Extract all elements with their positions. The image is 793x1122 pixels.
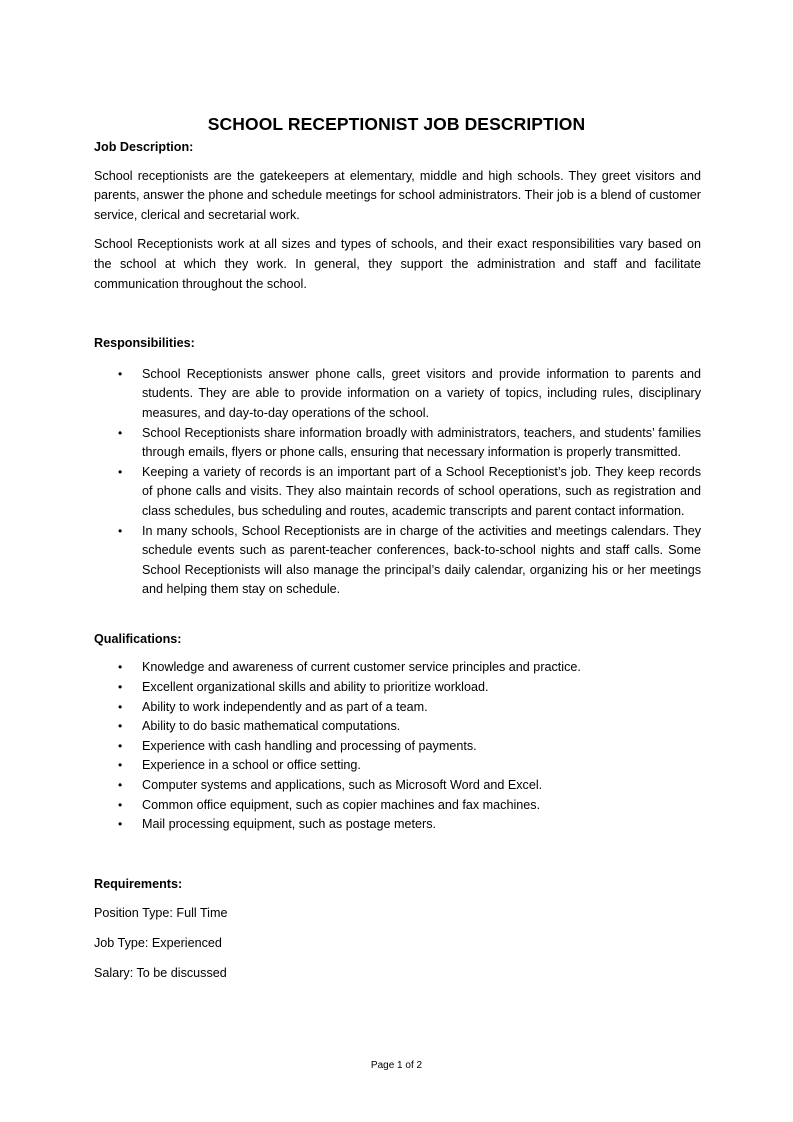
list-item — [94, 658, 701, 678]
bullet-icon: • — [118, 719, 123, 734]
list-item-text: School Receptionists share information broadly with administrators, teachers, and students’ families through emails, flyers or phone calls, ensuring that necessary information is properly transmitted. — [142, 425, 701, 460]
bullet-icon: • — [118, 523, 123, 538]
salary: Salary: To be discussed — [94, 965, 227, 980]
list-item — [94, 463, 701, 522]
responsibilities-heading: Responsibilities: — [94, 336, 195, 351]
document-body — [94, 138, 701, 983]
document-title: SCHOOL RECEPTIONIST JOB DESCRIPTION — [207, 114, 586, 134]
list-item-text: Computer systems and applications, such as Microsoft Word and Excel. — [142, 778, 543, 793]
list-item — [94, 717, 701, 737]
job-type: Job Type: Experienced — [94, 936, 222, 950]
bullet-icon: • — [118, 817, 123, 832]
qualifications-list — [94, 658, 701, 834]
position-type: Position Type: Full Time — [94, 906, 228, 921]
list-item-text: Excellent organizational skills and ability to prioritize workload. — [142, 680, 489, 695]
list-item-text: Experience with cash handling and processing of payments. — [142, 738, 477, 753]
bullet-icon: • — [118, 797, 123, 812]
list-item-text: In many schools, School Receptionists are in charge of the activities and meetings calendars. They schedule events such as parent-teacher conferences, back-to-school nights and staff calls. Some School Receptionists will also manage the principal’s daily calendar, organizing his or her meetings and helping them stay on schedule. — [142, 523, 701, 597]
page-number: Page 1 of 2 — [370, 1060, 423, 1071]
list-item-text: Keeping a variety of records is an important part of a School Receptionist’s job. They keep records of phone calls and visits. They also maintain records of school operations, such as registration and class schedules, bus scheduling and routes, academic transcripts and parent contact information. — [142, 464, 701, 518]
list-item-text: Ability to work independently and as part of a team. — [142, 699, 428, 714]
list-item-text: Common office equipment, such as copier machines and fax machines. — [142, 797, 541, 812]
list-item-text: Mail processing equipment, such as postage meters. — [142, 817, 437, 832]
bullet-icon: • — [118, 738, 123, 753]
list-item-text: Experience in a school or office setting. — [142, 758, 361, 773]
list-item-text: Knowledge and awareness of current customer service principles and practice. — [142, 660, 581, 675]
responsibilities-list — [94, 365, 701, 600]
list-item — [94, 815, 701, 835]
bullet-icon: • — [118, 425, 123, 440]
bullet-icon: • — [118, 680, 123, 695]
list-item — [94, 424, 701, 463]
qualifications-heading: Qualifications: — [94, 631, 182, 646]
job-description-heading: Job Description: — [94, 140, 194, 154]
list-item-text: Ability to do basic mathematical computations. — [142, 719, 401, 734]
bullet-icon: • — [118, 758, 123, 773]
bullet-icon: • — [118, 699, 123, 714]
bullet-icon: • — [118, 660, 123, 675]
list-item-text: School Receptionists answer phone calls, greet visitors and provide information to parents and students. They are able to provide information on a variety of topics, including rules, disciplinary measures, and day-to-day operations of the school. — [142, 366, 701, 420]
bullet-icon: • — [118, 464, 123, 479]
job-description-paragraph: School receptionists are the gatekeepers at elementary, middle and high schools. They greet visitors and parents, answer the phone and schedule meetings for school administrators. Their job is a blend of customer service, clerical and secretarial work. — [94, 168, 701, 222]
job-description-paragraph: School Receptionists work at all sizes and types of schools, and their exact responsibilities vary based on the school at which they work. In general, they support the administration and staff and facilitate communication throughout the school. — [94, 237, 701, 291]
requirements-heading: Requirements: — [94, 876, 183, 891]
bullet-icon: • — [118, 778, 123, 793]
list-item — [94, 756, 701, 776]
list-item — [94, 737, 701, 757]
list-item — [94, 365, 701, 424]
list-item — [94, 796, 701, 816]
list-item — [94, 678, 701, 698]
list-item — [94, 522, 701, 600]
bullet-icon: • — [118, 366, 123, 381]
list-item — [94, 776, 701, 796]
list-item — [94, 698, 701, 718]
